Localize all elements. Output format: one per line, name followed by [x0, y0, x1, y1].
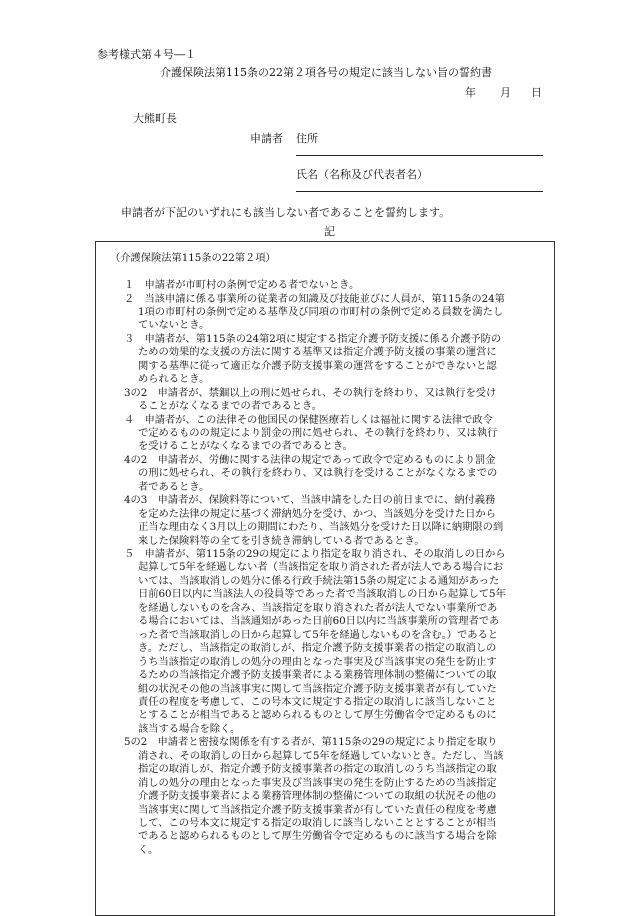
- condition-line: 該当する場合を除く。: [138, 722, 241, 735]
- box-heading: （介護保険法第115条の22第２項）: [110, 252, 276, 264]
- ki-heading: 記: [324, 225, 335, 238]
- condition-line: いては、当該取消しの処分に係る行政手続法第15条の規定による通知があった: [138, 574, 500, 587]
- date-year-label: 年: [465, 86, 476, 99]
- condition-line: うち当該指定の取消しの処分の理由となった事実及び当該事実の発生を防止す: [138, 655, 497, 668]
- condition-line: ることがなくなるまでの者であるとき。: [138, 400, 323, 413]
- condition-line: ５ 申請者が、第115条の29の規定により指定を取り消され、その取消しの日から: [124, 548, 506, 560]
- condition-line: められるとき。: [138, 373, 210, 386]
- condition-line: ２ 当該申請に係る事業所の従業者の知識及び技能並びに人員が、第115条の24第: [124, 292, 505, 305]
- condition-line: を受けることがなくなるまでの者であるとき。: [138, 440, 353, 453]
- condition-line: 3の2 申請者が、禁錮以上の刑に処せられ、その執行を終わり、又は執行を受け: [124, 386, 497, 399]
- condition-line: 起算して5年を経過しない者（当該指定を取り消された者が法人である場合にお: [138, 561, 504, 574]
- condition-line: き。ただし、当該指定の取消しが、指定介護予防支援事業者の指定の取消しの: [138, 642, 497, 655]
- condition-line: る場合においては、当該通知があった日前60日以内に当該事業所の管理者であ: [138, 615, 500, 628]
- condition-line: 介護予防支援事業者による業務管理体制の整備についての取組の状況その他の: [138, 790, 497, 803]
- conditions-box: [95, 241, 555, 916]
- date-day-label: 日: [531, 86, 542, 99]
- condition-line: １ 申請者が市町村の条例で定める者でないとき。: [124, 279, 360, 291]
- condition-line: して、この号本文に規定する指定の取消しに該当しないこととすることが相当: [138, 817, 497, 829]
- condition-line: とすることが相当であると認められるものとして厚生労働省令で定めるものに: [138, 709, 497, 722]
- condition-line: 日前60日以内に当該法人の役員等であった者で当該取消しの日から起算して5年: [138, 588, 506, 601]
- condition-line: 責任の程度を考慮して、この号本文に規定する指定の取消しに該当しないこと: [138, 695, 497, 708]
- date-month-label: 月: [500, 86, 511, 99]
- condition-line: った者で当該取消しの日から起算して5年を経過しないものを含む。）であると: [138, 628, 498, 641]
- condition-line: ３ 申請者が、第115条の24第2項に規定する指定介護予防支援に係る介護予防の: [124, 332, 502, 345]
- form-number: 参考様式第４号―１: [97, 48, 196, 61]
- address-line: [296, 155, 543, 156]
- condition-line: ための効果的な支援の方法に関する基準又は指定介護予防支援の事業の運営に: [138, 346, 497, 359]
- condition-line: 当該事実に関して当該指定介護予防支援事業者が有していた責任の程度を考慮: [138, 803, 497, 816]
- condition-line: 関する基準に従って適正な介護予防支援事業の運営をすることができないと認: [138, 359, 497, 372]
- condition-line: で定めるものの規定により罰金の刑に処せられ、その執行を終わり、又は執行: [138, 426, 498, 439]
- condition-line: 来した保険料等の全てを引き続き滞納している者であるとき。: [138, 534, 425, 547]
- condition-line: 組の状況その他の当該事実に関して当該指定介護予防支援事業者が有していた: [138, 682, 497, 695]
- pledge-statement: 申請者が下記のいずれにも該当しない者であることを誓約します。: [121, 206, 451, 219]
- condition-line: く。: [138, 843, 159, 856]
- condition-line: 者であるとき。: [138, 480, 210, 493]
- condition-line: 正当な理由なく3月以上の期間にわたり、当該処分を受けた日以降に納期限の到: [138, 521, 504, 534]
- document-title: 介護保険法第115条の22第２項各号の規定に該当しない旨の誓約書: [160, 66, 492, 79]
- condition-line: の刑に処せられ、その執行を終わり、又は執行を受けることがなくなるまでの: [138, 467, 498, 480]
- name-label: 氏名（名称及び代表者名）: [296, 168, 428, 181]
- condition-line: ていないとき。: [138, 319, 210, 332]
- condition-line: 4の2 申請者が、労働に関する法律の規定であって政令で定めるものにより罰金: [124, 453, 496, 466]
- condition-line: を経過しないものを含み、当該指定を取り消された者が法人でない事業所であ: [138, 601, 498, 614]
- name-line: [296, 191, 543, 192]
- condition-line: であると認められるものとして厚生労働省令で定めるものに該当する場合を除: [138, 830, 497, 843]
- condition-line: 消され、その取消しの日から起算して5年を経過していないとき。ただし、当該: [138, 749, 504, 762]
- condition-line: を定めた法律の規定に基づく滞納処分を受け、かつ、当該処分を受けた日から: [138, 507, 496, 520]
- condition-line: ４ 申請者が、この法律その他国民の保健医療若しくは福祉に関する法律で政令: [124, 413, 493, 426]
- condition-line: 指定の取消しが、指定介護予防支援事業者の指定の取消しのうち当該指定の取: [138, 763, 497, 776]
- condition-line: 4の3 申請者が、保険料等について、当該申請をした日の前日までに、納付義務: [124, 494, 496, 507]
- applicant-label: 申請者: [250, 132, 283, 145]
- condition-line: 5の2 申請者と密接な関係を有する者が、第115条の29の規定により指定を取り: [124, 736, 498, 749]
- address-label: 住所: [296, 132, 318, 145]
- condition-line: るための当該指定介護予防支援事業者による業務管理体制の整備についての取: [138, 669, 497, 681]
- addressee: 大熊町長: [133, 112, 177, 125]
- condition-line: 1項の市町村の条例で定める基準及び同項の市町村の条例で定める員数を満たし: [138, 305, 504, 318]
- condition-line: 消しの処分の理由となった事実及び当該事実の発生を防止するための当該指定: [138, 776, 497, 789]
